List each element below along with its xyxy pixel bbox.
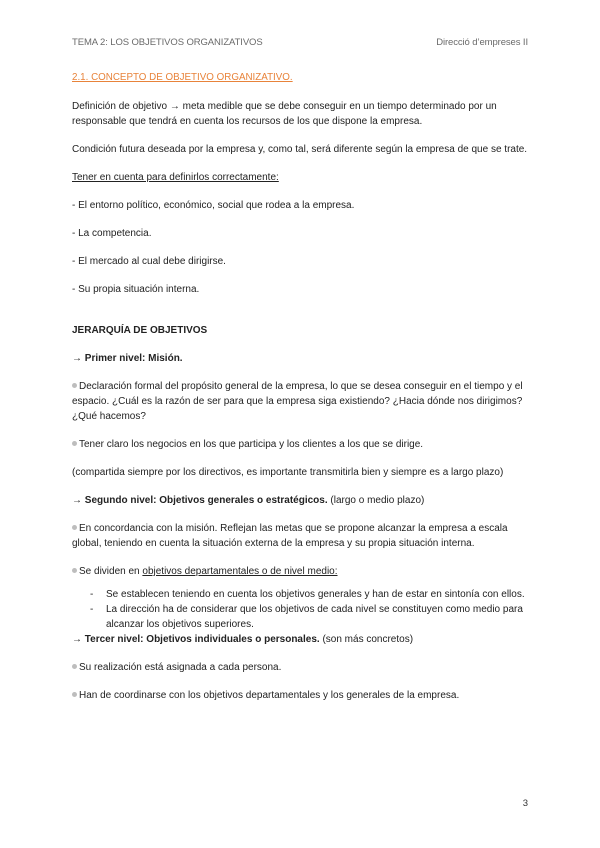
header-title: TEMA 2: LOS OBJETIVOS ORGANIZATIVOS — [72, 37, 263, 48]
bullet-dot-icon — [72, 692, 77, 697]
section-title: 2.1. CONCEPTO DE OBJETIVO ORGANIZATIVO. — [72, 72, 293, 83]
level3-heading: → Tercer nivel: Objetivos individuales o personales. (son más concretos) — [72, 634, 414, 645]
list-item: - La dirección ha de considerar que los objetivos de cada nivel se constituyen como medio para alcanzar los objetivos superiores. — [90, 602, 532, 632]
level3-bullet: Han de coordinarse con los objetivos departamentales y los generales de la empresa. — [72, 688, 532, 703]
bullet-dot-icon — [72, 664, 77, 669]
hierarchy-title: JERARQUÍA DE OBJETIVOS — [72, 325, 208, 336]
page-number: 3 — [522, 798, 528, 809]
consider-item: - El entorno político, económico, social que rodea a la empresa. — [72, 200, 355, 211]
document-body — [72, 70, 532, 716]
level1-note: (compartida siempre por los directivos, es importante transmitirla bien y siempre es a largo plazo) — [72, 467, 504, 478]
level1-heading: → Primer nivel: Misión. — [72, 353, 183, 364]
consider-item: - El mercado al cual debe dirigirse. — [72, 256, 226, 267]
level1-bullet: Tener claro los negocios en los que participa y los clientes a los que se dirige. — [72, 437, 532, 452]
condition-paragraph: Condición futura deseada por la empresa y, como tal, será diferente según la empresa de que se trate. — [72, 144, 528, 155]
definition-paragraph: Definición de objetivo → meta medible que se debe conseguir en un tiempo determinado por un responsable que tendrá en cuenta los recursos de los que dispone la empresa. — [72, 101, 497, 127]
list-item: - Se establecen teniendo en cuenta los objetivos generales y han de estar en sintonía con ellos. — [90, 587, 532, 602]
bullet-dot-icon — [72, 568, 77, 573]
bullet-dot-icon — [72, 441, 77, 446]
level2-bullet: En concordancia con la misión. Reflejan las metas que se propone alcanzar la empresa a escala global, teniendo en cuenta la situación externa de la empresa y su propia situación interna. — [72, 523, 508, 549]
header-course: Direcció d’empreses II — [436, 37, 528, 48]
consider-title: Tener en cuenta para definirlos correctamente: — [72, 172, 279, 183]
level2-heading: → Segundo nivel: Objetivos generales o estratégicos. (largo o medio plazo) — [72, 495, 425, 506]
level1-bullet: Declaración formal del propósito general de la empresa, lo que se desea conseguir en el tiempo y el espacio. ¿Cuál es la razón de ser para que la empresa siga existiendo? ¿Hacia dónde nos dirigimos? ¿Qué hacemos? — [72, 381, 523, 422]
bullet-dot-icon — [72, 525, 77, 530]
level2-bullet: Se dividen en objetivos departamentales o de nivel medio: — [72, 564, 532, 579]
level3-bullet: Su realización está asignada a cada persona. — [72, 660, 532, 675]
consider-item: - La competencia. — [72, 228, 152, 239]
consider-item: - Su propia situación interna. — [72, 284, 200, 295]
bullet-dot-icon — [72, 383, 77, 388]
subobjectives-list — [72, 587, 532, 632]
